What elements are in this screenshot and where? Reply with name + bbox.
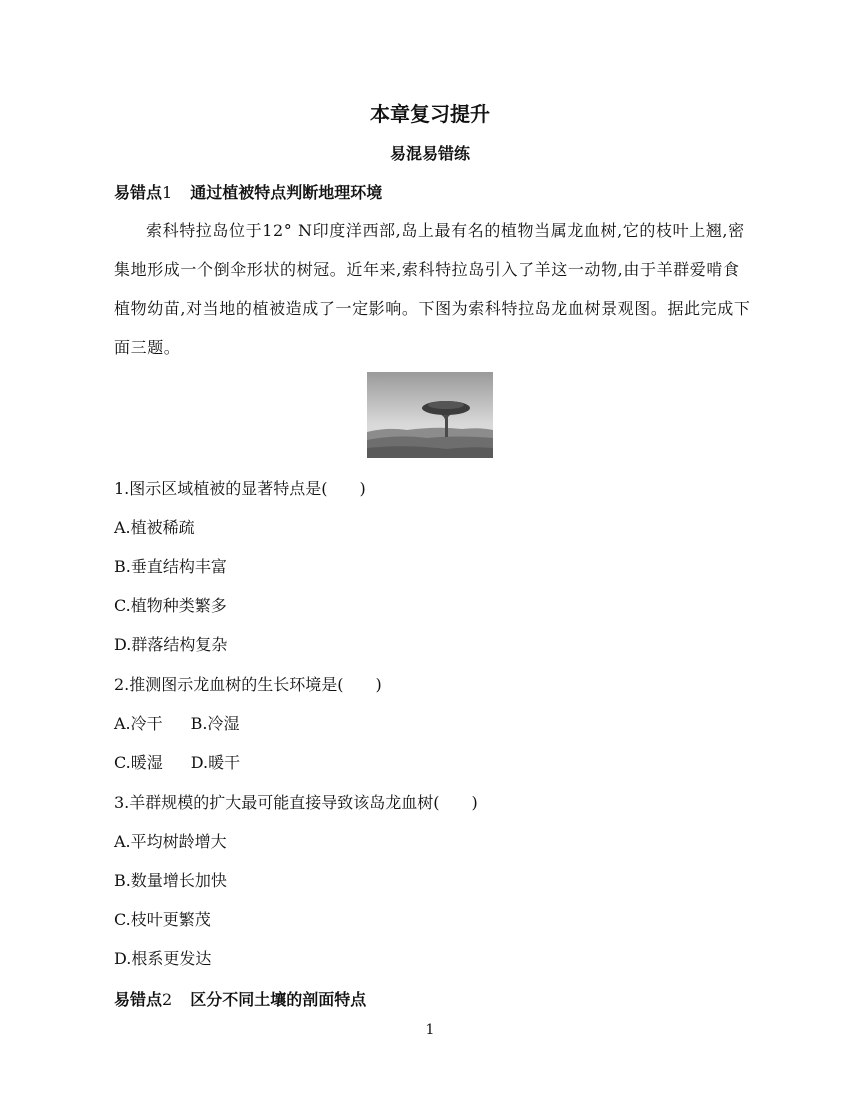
question-3-option-d: D.根系更发达 xyxy=(114,949,212,968)
dragon-blood-tree-photo xyxy=(367,372,493,458)
page-title: 本章复习提升 xyxy=(370,102,490,126)
section-heading-2 xyxy=(114,987,366,1010)
page-number: 1 xyxy=(425,1022,435,1038)
question-3-option-a: A.平均树龄增大 xyxy=(114,832,227,851)
page-subtitle: 易混易错练 xyxy=(389,144,470,163)
question-2-stem: 2.推测图示龙血树的生长环境是( ) xyxy=(114,675,382,694)
question-2-option-d: D.暖干 xyxy=(190,753,241,772)
question-2-option-b: B.冷湿 xyxy=(190,714,240,733)
question-1-option-c: C.植物种类繁多 xyxy=(114,596,227,615)
intro-paragraph: 索科特拉岛位于12° N印度洋西部,岛上最有名的植物当属龙血树,它的枝叶上翘,密集地形成一个倒伞形状的树冠。近年来,索科特拉岛引入了羊这一动物,由于羊群爱啃食植物幼苗,对当地的植被造成了一定影响。下图为索科特拉岛龙血树景观图。据此完成下面三题。 xyxy=(114,221,751,357)
question-2-options-row-2 xyxy=(114,750,240,773)
question-1-option-d: D.群落结构复杂 xyxy=(114,635,228,654)
section-title: 通过植被特点判断地理环境 xyxy=(190,183,383,202)
section-title: 区分不同土壤的剖面特点 xyxy=(190,990,367,1009)
section-heading-1 xyxy=(114,180,382,203)
section-number: 1 xyxy=(162,183,173,202)
question-1-stem: 1.图示区域植被的显著特点是( ) xyxy=(114,479,366,498)
section-number: 2 xyxy=(162,990,173,1009)
question-3-option-c: C.枝叶更繁茂 xyxy=(114,910,211,929)
question-3-option-b: B.数量增长加快 xyxy=(114,871,227,890)
question-3-stem: 3.羊群规模的扩大最可能直接导致该岛龙血树( ) xyxy=(114,793,478,812)
question-2-option-a: A.冷干 xyxy=(114,714,163,733)
question-1-option-a: A.植被稀疏 xyxy=(114,518,195,537)
question-1-option-b: B.垂直结构丰富 xyxy=(114,557,227,576)
question-2-options-row-1 xyxy=(114,711,240,734)
section-label: 易错点 xyxy=(114,990,163,1009)
section-label: 易错点 xyxy=(114,183,163,202)
question-2-option-c: C.暖湿 xyxy=(114,753,163,772)
